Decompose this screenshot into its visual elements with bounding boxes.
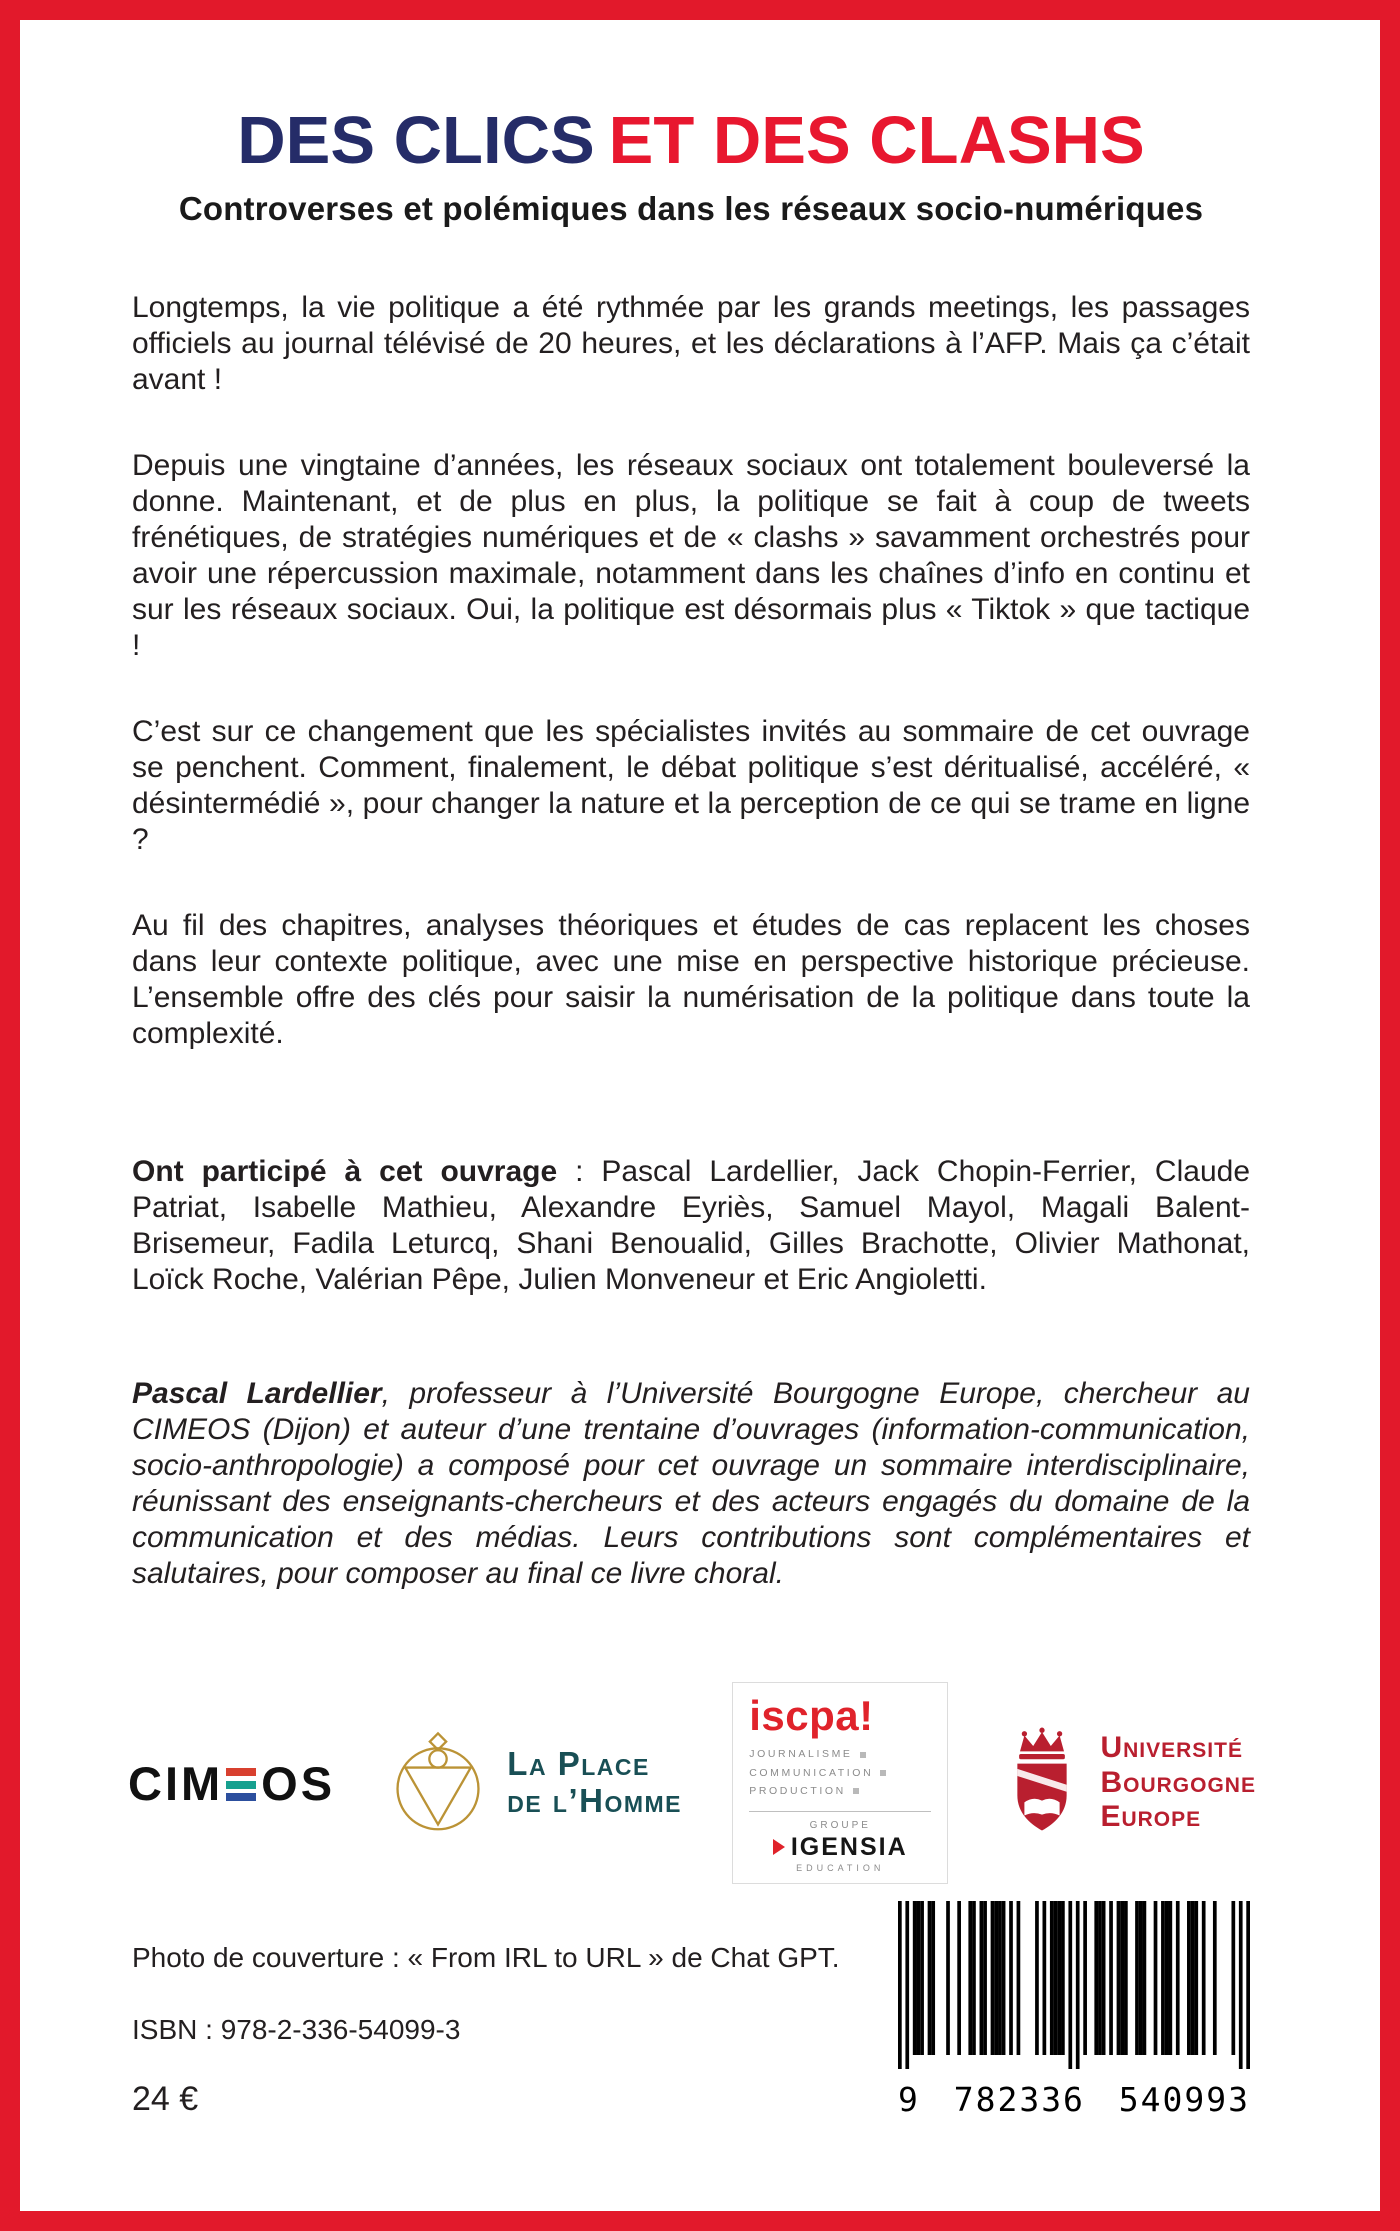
synopsis-paragraph-2: Depuis une vingtaine d’années, les réseaux sociaux ont totalement bouleversé la donne. Maintenant, et de plus en plus, la politique se fait à coup de tweets frénétiques, de stratégies numériques et de « clashs » savamment orchestrés pour avoir une répercussion maximale, notamment dans les chaînes d’info en continu et sur les réseaux sociaux. Oui, la politique est désormais plus « Tiktok » que tactique !: [132, 449, 1250, 663]
iscpa-logo: [732, 1682, 948, 1883]
iscpa-fields: [749, 1745, 931, 1800]
barcode-bars: [898, 1901, 1250, 2074]
barcode: [898, 1901, 1250, 2119]
synopsis-paragraph-4: Au fil des chapitres, analyses théoriques et études de cas replacent les choses dans leur contexte politique, avec une mise en perspective historique précieuse. L’ensemble offre des clés pour saisir la numérisation de la politique dans toute la complexité.: [132, 909, 1250, 1051]
barcode-group-2: 540993: [1118, 2080, 1250, 2119]
igensia-sub-label: EDUCATION: [796, 1862, 885, 1873]
universite-line3: Europe: [1100, 1800, 1202, 1834]
cimeos-text-left: CIM: [128, 1756, 224, 1810]
barcode-digits: [898, 2080, 1250, 2119]
contributors-names: : Pascal Lardellier, Jack Chopin-Ferrier, Claude Patriat, Isabelle Mathieu, Alexandre Eyriès, Samuel Mayol, Magali Balent-Brisemeur, Fadila Leturcq, Shani Benoualid, Gilles Brachotte, Olivier Mathonat, Loïck Roche, Valérian Pêpe, Julien Monveneur et Eric Angioletti.: [132, 1155, 1250, 1297]
university-crest-icon: [998, 1725, 1086, 1841]
book-title: [132, 103, 1250, 178]
la-place-line2: de l’Homme: [507, 1782, 683, 1819]
iscpa-field-journalisme: JOURNALISME: [749, 1745, 931, 1763]
cimeos-logo: [128, 1756, 335, 1811]
la-place-label: [507, 1746, 682, 1820]
synopsis-paragraph-1: Longtemps, la vie politique a été rythmée par les grands meetings, les passages officiels au journal télévisé de 20 heures, et les déclarations à l’AFP. Mais ça c’était avant !: [132, 291, 1250, 397]
vitruvian-icon: [385, 1730, 491, 1836]
contributors: [132, 1154, 1250, 1298]
synopsis: [132, 290, 1250, 1052]
cimeos-text-right: OS: [261, 1756, 336, 1810]
author-bio: [132, 1376, 1250, 1592]
book-subtitle: Controverses et polémiques dans les réseaux socio-numériques: [178, 190, 1204, 228]
igensia-name: IGENSIA: [790, 1832, 908, 1861]
author-bio-text: , professeur à l’Université Bourgogne Europe, chercheur au CIMEOS (Dijon) et auteur d’une trentaine d’ouvrages (information-communication, socio-anthropologie) a composé pour cet ouvrage un sommaire interdisciplinaire, réunissant des enseignants-chercheurs et des acteurs engagés du domaine de la communication et des médias. Leurs contributions sont complémentaires et salutaires, pour composer au final ce livre choral.: [132, 1377, 1250, 1591]
cimeos-e-bars-icon: [226, 1768, 256, 1801]
iscpa-field-production: PRODUCTION: [749, 1782, 931, 1800]
footer-left: [132, 1942, 840, 2119]
synopsis-paragraph-3: C’est sur ce changement que les spécialistes invités au sommaire de cet ouvrage se penchent. Comment, finalement, le débat politique s’est déritualisé, accéléré, « désintermédié », pour changer la nature et la perception de ce qui se trame en ligne ?: [132, 715, 1250, 857]
barcode-group-1: 782336: [953, 2080, 1085, 2119]
contributors-label: Ont participé à cet ouvrage: [132, 1155, 558, 1189]
iscpa-wordmark: iscpa!: [749, 1692, 874, 1740]
footer: [132, 1901, 1250, 2119]
iscpa-divider: [749, 1811, 931, 1812]
universite-bourgogne-logo: [998, 1725, 1256, 1841]
cover-frame: [20, 20, 1380, 2211]
igensia-triangle-icon: [773, 1839, 785, 1855]
igensia-group: [749, 1820, 931, 1873]
universite-label: [1100, 1731, 1256, 1835]
bullet-square-icon: [860, 1752, 866, 1758]
bullet-square-icon: [880, 1770, 886, 1776]
igensia-group-label: GROUPE: [809, 1819, 871, 1831]
isbn: ISBN : 978-2-336-54099-3: [132, 2014, 461, 2045]
universite-line2: Bourgogne: [1100, 1765, 1256, 1799]
price: 24 €: [132, 2080, 199, 2118]
title-part-red: ET DES CLASHS: [608, 103, 1145, 178]
author-name: Pascal Lardellier: [132, 1377, 382, 1411]
photo-credit: Photo de couverture : « From IRL to URL » de Chat GPT.: [132, 1942, 840, 1973]
iscpa-field-communication: COMMUNICATION: [749, 1764, 931, 1782]
bullet-square-icon: [853, 1788, 859, 1794]
barcode-digit-lead: 9: [898, 2080, 920, 2119]
universite-line1: Université: [1100, 1731, 1243, 1765]
la-place-line1: La Place: [507, 1745, 650, 1783]
title-part-blue: DES CLICS: [237, 103, 595, 178]
la-place-de-l-homme-logo: [385, 1730, 682, 1836]
publisher-logos: [128, 1688, 1256, 1878]
